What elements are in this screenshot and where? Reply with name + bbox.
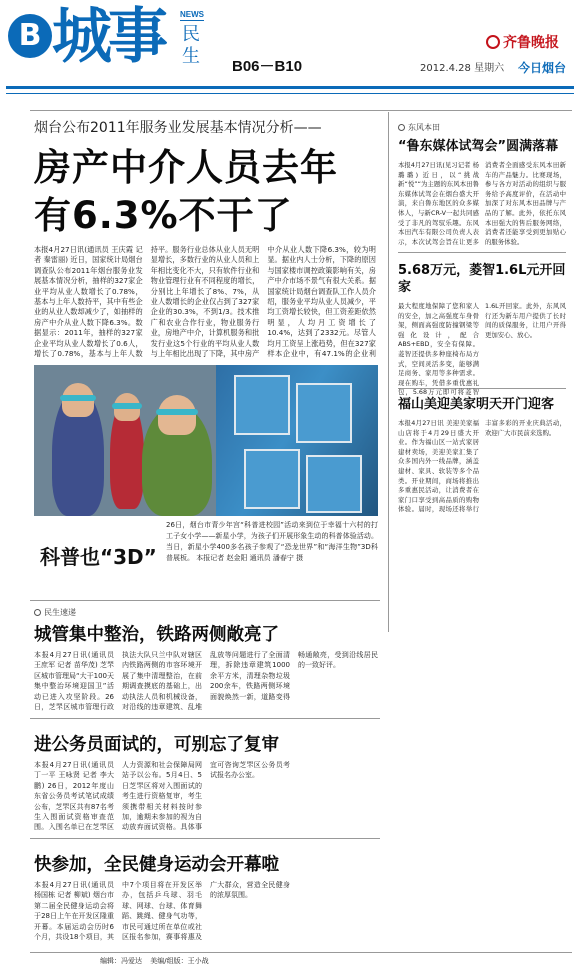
photo-face <box>158 395 196 435</box>
right-story-3 <box>398 396 566 523</box>
photo-panel <box>306 455 362 513</box>
lead-kicker: 烟台公布2011年服务业发展基本情况分析—— <box>34 120 322 136</box>
right-story-2 <box>398 262 566 402</box>
page-range: B06－B10 <box>232 58 303 75</box>
newspaper-logo <box>486 34 559 52</box>
lead-headline: 房产中介人员去年有6.3%不干了 <box>34 146 338 237</box>
photo-3d-glasses <box>156 409 198 415</box>
section-badge: B <box>8 14 52 58</box>
top-divider <box>30 110 572 111</box>
story-body: 本报4月27日讯(通讯员 王庶军 记者 苗华茂) 芝罘区城市管理局“大干100天集中整治环境迎国卫”活动已进入攻坚阶段。26日，芝罘区城市管理行政执法大队只兰中队对辖区内铁路两侧的市容环境开展了集中清理整治，在前期调查摸底的基础上，出动执法人员和机械设备，对沿线的违章建筑、乱堆乱放等问题进行了全面清理，拆除违章建筑1000余平方米，清理杂物垃圾200余车，铁路两侧环境面貌焕然一新，道路变得畅通敞亮，受到沿线居民的一致好评。 <box>34 651 378 712</box>
story-divider <box>30 718 380 719</box>
story-tag: 东风本田 <box>398 122 566 133</box>
issue-date: 2012.4.28 星期六 <box>420 63 505 74</box>
masthead-divider <box>6 86 574 94</box>
footer-divider <box>30 952 572 953</box>
lead-body: 本报4月27日讯(通讯员 王庆霞 记者 秦雷丽) 近日，国家统计局烟台调查队公布2011年烟台服务业发展基本情况分析，抽样的327家企业平均从业人数增长了0.78%，基本与上年人数持平，其中有些企业的从业人数却减少了，如抽样的房产中介从业人数下降6.3%。数据显示：2011年，抽样的327家企业平均从业人数增长了0.6人，增长了0.78%，基本与上年人数持平。服务行业总体从业人员无明显增长，多数行业的从业人员和上年相比变化不大，只有软件行业和物业管理行业有不同程度的增长，分别比上年增长了8%、7%，从业人数增长的企业仅占到了327家企业的30.3%，不到1/3。技术推广和农业合作行业，物业服务行业，房地产中介，计算机服务和批发行业这5个行业的平均从业人数与上年相比出现了下降，其中房产中介从业人数下降6.3%，较为明显。据业内人士分析，下降的原因与国家楼市调控政策影响有关，房产中介市场不景气有很大关系。据国家统计局烟台调查队工作人员介绍，服务业平均从业人员减少，平均工资增长较快，但工资差距依然明显，人均月工资增长了10.4%，达到了2332元。尽管人均月工资呈上涨趋势，但在327家样本企业中，有47.1%的企业利 <box>34 245 376 359</box>
story-headline: 城管集中整治，铁路两侧敞亮了 <box>34 625 279 645</box>
lead-bottom-divider <box>30 600 380 601</box>
masthead <box>0 0 580 98</box>
paper-emblem-icon <box>486 35 500 49</box>
photo-3d-glasses <box>112 403 142 409</box>
right-story-1 <box>398 122 566 253</box>
page-credits <box>100 956 215 966</box>
section-name: 民生 <box>182 24 200 67</box>
photo-panel <box>296 383 352 443</box>
column-divider <box>388 112 389 632</box>
lead-photo <box>34 365 378 516</box>
story-headline: “鲁东媒体试驾会”圆满落幕 <box>398 139 559 154</box>
circle-bullet-icon <box>398 124 405 131</box>
photo-caption: 26日，烟台市青少年宫“科普进校园”活动来到位于幸福十六村的打工子女小学——新星小学，为孩子们开展形象生动的科普体验活动。当日，新星小学400多名孩子参观了“恐龙世界”和“海洋生物”3D科普展板。 本报记者 赵金阳 通讯员 潘春宁 摄 <box>166 521 378 562</box>
story-body: 本报4月27日讯(通讯员 杨国栋 记者 柳斌) 烟台市第二届全民健身运动会将于28日上午在开发区隆重开幕。本届运动会历时6个月，共设18个项目，其中7个项目将在开发区举办，包括乒乓球、羽毛球、网球、台球、体育舞蹈、跳绳、健身气功等，市民可通过所在单位或社区报名参加，赛事将惠及广大群众，营造全民健身的浓厚氛围。 <box>34 881 290 942</box>
photo-panel <box>244 449 300 509</box>
story-headline: 进公务员面试的，可别忘了复审 <box>34 735 279 755</box>
designer-credit: 美编/组版：王小战 <box>150 957 209 965</box>
story-body: 最大程度地保障了您和家人的安全，加之高强度车身骨架，侧面高强度防撞钢梁等强化设计，配合ABS+EBD，安全有保障。菱智还提供多种座椅布局方式，空间灵活多变，能够满足商务、家用等多种需求。现在购车，凭借多重优惠礼包，5.68万元即可将菱智1.6L开回家。此外，东风风行还为新车用户提供了长时间的质保服务，让用户开得更加安心、放心。 <box>398 302 566 397</box>
story-divider <box>30 838 380 839</box>
news-label: NEWS <box>180 10 204 19</box>
story-body: 本报4月27日讯 美迎美家福山店将于4月29日盛大开业。作为福山区一站式家居建材卖场，美迎美家汇集了众多国内外一线品牌，涵盖建材、家具、软装等多个品类。开业期间，商场将推出多重惠民活动，让消费者在家门口享受到高品质的购物体验。届时，现场还将举行丰富多彩的开业庆典活动，欢迎广大市民前来选购。 <box>398 419 566 514</box>
story-body: 本报4月27日讯(见习记者 杨璐璐) 近日，以“挑战新“悦”“为主题的东风本田鲁东媒体试驾会在烟台盛大开演，来自鲁东地区的众多媒体人，与新CR-V一起共同感受了非凡的驾驭乐趣。东风本田汽车有限公司负责人表示，本次试驾会旨在让更多消费者全面感受东风本田新车的产品魅力。比赛现场，参与各方对活动的组织与服务给予高度评价，在活动中加深了对东风本田品牌与产品的了解。此外，依托东风本田强大的售后服务网络，消费者还能享受到更加贴心的服务体验。 <box>398 161 566 246</box>
editor-credit: 编辑：冯爱达 <box>100 957 142 965</box>
story-body: 本报4月27日讯(通讯员 丁一平 王咏贤 记者 李大鹏) 26日，2012年度山东省公务员考试笔试成绩公布，芝罘区共有87名考生入围面试资格审查范围。入围名单已在芝罘区人力资源和社会保障局网站予以公布。5月4日、5日芝罘区将对入围面试的考生进行资格复审，考生须携带相关材料按时参加，逾期未参加的视为自动放弃面试资格。具体事宜可咨询芝罘区公务员考试报名办公室。 <box>34 761 290 832</box>
paper-name: 齐鲁晚报 <box>503 35 559 51</box>
photo-3d-glasses <box>60 395 96 401</box>
circle-bullet-icon <box>34 609 41 616</box>
story-headline: 福山美迎美家明天开门迎客 <box>398 397 555 412</box>
photo-caption-title: 科普也“3D” <box>40 545 157 569</box>
edition-name: 今日烟台 <box>518 61 567 75</box>
photo-panel <box>234 375 290 435</box>
story-headline: 快参加，全民健身运动会开幕啦 <box>34 855 279 875</box>
story-headline: 5.68万元，菱智1.6L元开回家 <box>398 263 566 295</box>
section-tag: 民生速递 <box>34 607 76 618</box>
section-title: 城事 <box>52 2 164 72</box>
